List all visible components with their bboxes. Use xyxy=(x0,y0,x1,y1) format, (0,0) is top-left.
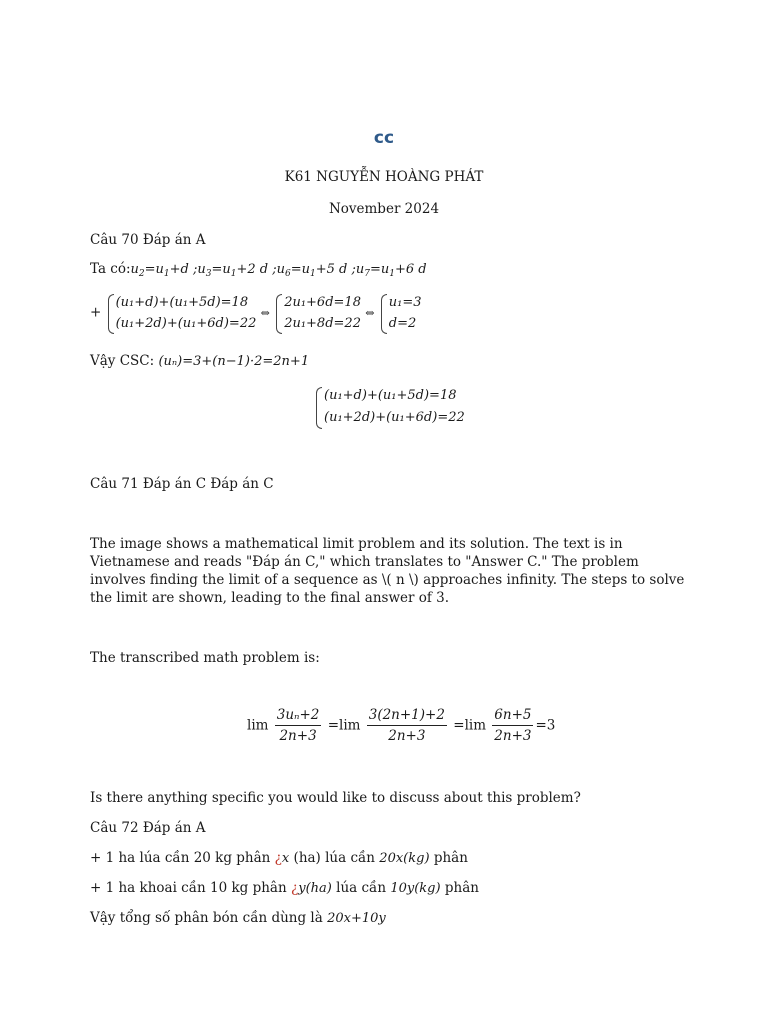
q70-conclusion-formula: (uₙ)=3+(n−1)·2=2n+1 xyxy=(158,354,310,369)
equals-sign: = xyxy=(453,717,465,734)
q70-plus: + xyxy=(90,304,102,321)
q70-conclusion-label: Vậy CSC: xyxy=(90,353,155,369)
q71-transcribed-label: The transcribed math problem is: xyxy=(90,650,320,666)
q70-system-3 xyxy=(379,292,422,334)
q72-line-2 xyxy=(90,879,479,898)
q70-centered-system xyxy=(314,385,465,429)
q72-line-2-expr: 10y(kg) xyxy=(390,881,441,896)
q70-system-centered-row-2: (u₁+2d)+(u₁+6d)=22 xyxy=(324,410,465,425)
q71-question: Is there anything specific you would like to discuss about this problem? xyxy=(90,790,581,806)
q70-ta-co-label: Ta có: xyxy=(90,261,131,277)
q71-fraction-3-numerator: 6n+5 xyxy=(492,707,533,726)
q72-line-2-mark: ¿ xyxy=(290,880,299,896)
q70-ta-co-line xyxy=(90,260,427,279)
iff-icon: ⇔ xyxy=(260,306,270,320)
q71-fraction-1-numerator: 3uₙ+2 xyxy=(275,707,322,726)
q72-heading: Câu 72 Đáp án A xyxy=(90,820,206,836)
q70-sequence-terms: $u_2=u_1+d$ $;u_3=u_1+2$ d $;u_6=u_1+5$ d $;u_7=u_1+6$ d xyxy=(130,262,427,279)
q72-line-2-text-a: + 1 ha khoai cần 10 kg phân xyxy=(90,880,287,896)
q70-system-3-row-2: d=2 xyxy=(388,316,417,331)
q70-system-1-row-1: (u₁+d)+(u₁+5d)=18 xyxy=(115,295,249,310)
q72-line-1 xyxy=(90,849,468,868)
brace-icon xyxy=(381,294,387,334)
q71-limit-equation xyxy=(247,707,555,744)
q71-fraction-2 xyxy=(367,707,447,744)
date-line: November 2024 xyxy=(328,201,440,217)
q70-system-3-row-1: u₁=3 xyxy=(388,295,422,310)
q71-result: =3 xyxy=(535,717,556,734)
brace-icon xyxy=(316,387,322,429)
iff-icon: ⇔ xyxy=(365,306,375,320)
q71-fraction-2-denominator: 2n+3 xyxy=(388,728,426,744)
q70-system-2-row-2: 2u₁+8d=22 xyxy=(284,316,361,331)
equals-sign: = xyxy=(327,717,339,734)
q70-equation-systems xyxy=(90,292,422,334)
brace-icon xyxy=(276,294,282,334)
lim-label: lim xyxy=(247,717,269,734)
q70-system-2-row-1: 2u₁+6d=18 xyxy=(284,295,361,310)
q72-line-3-text: Vậy tổng số phân bón cần dùng là xyxy=(90,910,323,926)
q71-fraction-1-denominator: 2n+3 xyxy=(279,728,317,744)
q72-line-3 xyxy=(90,909,386,928)
author-line: K61 NGUYỄN HOÀNG PHÁT xyxy=(284,169,484,185)
q71-fraction-3 xyxy=(492,707,533,744)
q70-system-centered-row-1: (u₁+d)+(u₁+5d)=18 xyxy=(324,388,457,403)
q70-heading: Câu 70 Đáp án A xyxy=(90,232,206,248)
q71-paragraph: The image shows a mathematical limit problem and its solution. The text is in Vietnamese and reads "Đáp án C," which translates to "Answer C." The problem involves finding the limit of a sequence as \( n \) approaches infinity. The steps to solve the limit are shown, leading to the final answer of 3. xyxy=(90,536,685,606)
q72-line-1-text-c: phân xyxy=(433,850,468,866)
q71-fraction-3-denominator: 2n+3 xyxy=(494,728,532,744)
q72-line-2-text-c: phân xyxy=(444,880,479,896)
brace-icon xyxy=(108,294,114,334)
document-title: cc xyxy=(373,128,395,148)
q70-system-1-row-2: (u₁+2d)+(u₁+6d)=22 xyxy=(115,316,257,331)
q70-system-1 xyxy=(106,292,257,334)
q70-conclusion xyxy=(90,352,309,371)
q70-system-centered xyxy=(314,385,465,429)
q72-line-3-expr: 20x+10y xyxy=(327,911,386,926)
q72-line-1-expr: 20x(kg) xyxy=(379,851,430,866)
lim-label: lim xyxy=(339,717,361,734)
q72-line-1-mark: ¿ xyxy=(274,850,282,866)
q71-fraction-2-numerator: 3(2n+1)+2 xyxy=(367,707,447,726)
q71-heading: Câu 71 Đáp án C Đáp án C xyxy=(90,476,274,492)
q71-fraction-1 xyxy=(275,707,322,744)
q70-system-2 xyxy=(274,292,361,334)
lim-label: lim xyxy=(464,717,486,734)
q72-line-1-text-a: + 1 ha lúa cần 20 kg phân xyxy=(90,850,271,866)
q72-line-1-var: x xyxy=(281,851,290,866)
q72-line-1-text-b: (ha) lúa cần xyxy=(293,850,375,866)
q72-line-2-var: y(ha) xyxy=(298,881,332,896)
q72-line-2-text-b: lúa cần xyxy=(336,880,387,896)
